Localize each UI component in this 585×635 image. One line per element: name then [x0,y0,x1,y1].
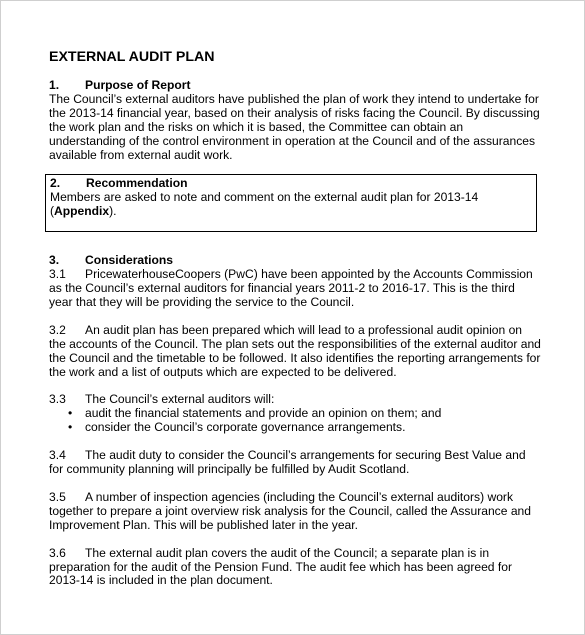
paragraph-text: A number of inspection agencies (including the Council’s external auditors) work together to prepare a joint overview risk analysis for the Council, called the Assurance and Improvement Plan. This will be published later in the year. [49,489,531,532]
section-title: Purpose of Report [85,78,191,92]
paragraph-3-5 [49,491,541,533]
paragraph-3-3 [49,393,541,407]
section-title: Recommendation [86,176,188,191]
list-item [49,421,541,435]
section-heading-considerations [49,254,541,268]
paragraph-3-1 [49,268,541,310]
bullet-icon: • [68,420,73,435]
paragraph-text: An audit plan has been prepared which will lead to a professional audit opinion on the accounts of the Council. The plan sets out the responsibilities of the external auditor and the Council and the timetable to be followed. It also identifies the reporting arrangements for the work and a list of outputs which are expected to be delivered. [49,322,541,379]
section-number: 1. [49,78,60,92]
auditor-duties-list [49,407,541,435]
list-item-text: consider the Council’s corporate governance arrangements. [85,420,406,435]
recommendation-paragraph [50,191,532,219]
paragraph-number: 3.6 [49,545,66,560]
bullet-icon: • [68,406,73,421]
paragraph-text: PricewaterhouseCoopers (PwC) have been appointed by the Accounts Commission as the Council’s external auditors for financial years 2011-2 to 2016-17. This is the third year that they will be providing the service to the Council. [49,267,533,309]
paragraph-number: 3.1 [49,267,66,282]
appendix-reference: Appendix [54,204,110,219]
paragraph-3-2 [49,324,541,380]
paragraph-text: The Council’s external auditors will: [85,392,275,407]
paragraph-3-4 [49,449,541,477]
section-number: 2. [50,176,61,191]
paragraph-number: 3.5 [49,489,66,504]
paragraph-text: The audit duty to consider the Council’s arrangements for securing Best Value and for community planning will principally be fulfilled by Audit Scotland. [49,448,526,477]
section-heading-recommendation [50,177,532,191]
paragraph-number: 3.3 [49,392,66,407]
paragraph-text: The external audit plan covers the audit of the Council; a separate plan is in preparation for the audit of the Pension Fund. The audit fee which has been agreed for 2013-14 is included in the plan document. [49,545,513,588]
section-number: 3. [49,253,60,268]
document-title: EXTERNAL AUDIT PLAN [49,49,215,65]
paragraph-3-6 [49,547,541,589]
recommendation-text-end: ). [109,204,117,219]
section-title: Considerations [85,253,174,268]
purpose-paragraph: The Council’s external auditors have published the plan of work they intend to undertake for the 2013-14 financial year, based on their analysis of risks facing the Council. By discussing the work plan and the risks on which it is based, the Committee can obtain an understanding of the control environment in operation at the Council and of the assurances available from external audit work. [49,91,540,162]
recommendation-text: Members are asked to note and comment on the external audit plan for 2013-14 ( [50,190,479,219]
section-heading-purpose [49,79,541,93]
recommendation-box [45,174,537,232]
paragraph-number: 3.2 [49,322,66,337]
paragraph-number: 3.4 [49,448,66,463]
list-item [49,407,541,421]
list-item-text: audit the financial statements and provide an opinion on them; and [85,406,442,421]
document-content [49,49,541,602]
